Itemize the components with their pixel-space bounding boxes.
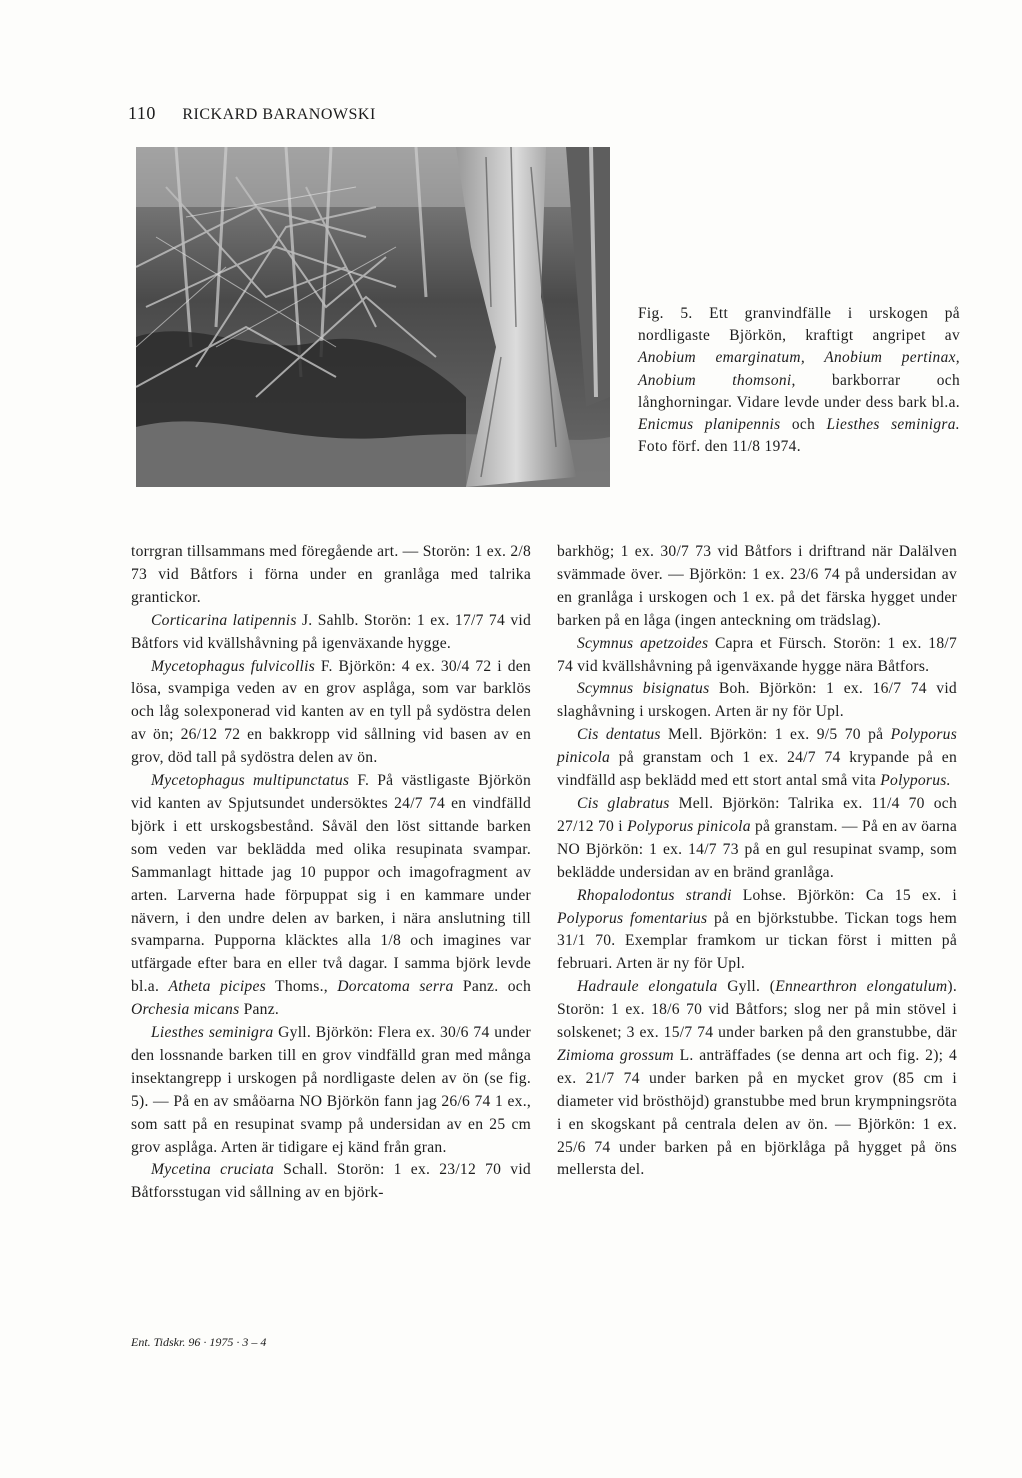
paragraph: [557, 541, 957, 633]
paragraph-text-run: L. anträffades (se denna art och fig. 2); 4 ex. 21/7 74 under barken på en mycket grov (85 cm i diameter vid brösthöjd) granstubbe med brun krympningsröta i en skogskant på centrala delen av ön. — Björkön: 1 ex. 25/6 74 under barken på en björklåga på hygget på öns mellersta del.: [557, 1046, 957, 1179]
right-text-column: [557, 541, 957, 1182]
caption-text-run: och: [780, 416, 827, 434]
paragraph-text-run: Gyll. (: [717, 978, 776, 996]
journal-footer: Ent. Tidskr. 96 · 1975 · 3 – 4: [131, 1335, 267, 1349]
paragraph: [131, 656, 531, 771]
paragraph-text-run: Hadraule elongatula: [577, 978, 718, 996]
paragraph-text-run: Scymnus apetzoides: [577, 634, 709, 652]
paragraph-text-run: Lohse. Björkön: Ca 15 ex. i: [731, 886, 957, 904]
caption-text-run: Foto förf. den 11/8 1974.: [638, 438, 801, 456]
paragraph-text-run: torrgran tillsammans med föregående art. — Storön: 1 ex. 2/8 73 vid Båtfors i förna under en granlåga med talrika grantickor.: [131, 543, 531, 606]
paragraph-text-run: Scymnus bisignatus: [577, 680, 710, 698]
caption-text-run: Enicmus planipennis: [638, 416, 781, 434]
paragraph: [131, 541, 531, 610]
paragraph-text-run: på en björkstubbe. Tickan togs hem 31/1 70. Exemplar framkom ur tickan först i mitten på februari. Arten är ny för Upl.: [557, 909, 957, 973]
caption-text-run: barkborrar och långhorningar. Vidare levde under dess bark bl.a.: [638, 371, 960, 411]
caption-text-run: Anobium emarginatum, Anobium pertinax, Anobium thomsoni,: [638, 349, 960, 389]
forest-windfall-photo: [136, 147, 610, 487]
author-name: RICKARD BARANOWSKI: [182, 106, 376, 123]
paragraph-text-run: Mell. Björkön: Talrika ex. 11/4 70 och 27/12 70 i: [557, 794, 957, 835]
paragraph-text-run: Mycetina cruciata: [151, 1161, 275, 1179]
paragraph-text-run: Schall. Storön: 1 ex. 23/12 70 vid Båtforsstugan vid sållning av en björk-: [131, 1161, 531, 1202]
paragraph-text-run: Panz. och: [453, 978, 531, 996]
paragraph-text-run: J. Sahlb. Storön: 1 ex. 17/7 74 vid Båtfors vid kvällshåvning på igenväxande hygge.: [131, 611, 531, 652]
paragraph-text-run: Polyporus pinicola: [627, 817, 751, 835]
page-number: 110: [128, 103, 156, 123]
paragraph-text-run: Mycetophagus multipunctatus: [151, 772, 350, 790]
paragraph-text-run: Rhopalodontus strandi: [577, 886, 732, 904]
paragraph-text-run: ). Storön: 1 ex. 18/6 70 vid Båtfors; slog ner på min stövel i solskenet; 3 ex. 15/7 74 under barken på den granstubbe, där: [557, 978, 957, 1042]
running-header: [128, 103, 376, 124]
paragraph: [131, 1159, 531, 1205]
paragraph-text-run: barkhög; 1 ex. 30/7 73 vid Båtfors i driftrand när Dalälven svämmade över. — Björkön: 1 ex. 23/6 74 på undersidan av en granlåga i urskogen och 1 ex. på det färska hygget under barken på en låga (ingen anteckning om trädslag).: [557, 543, 957, 629]
paragraph-text-run: Corticarina latipennis: [151, 611, 297, 629]
paragraph-text-run: Panz.: [239, 1001, 280, 1019]
paragraph-text-run: Capra et Fürsch. Storön: 1 ex. 18/7 74 vid kvällshåvning på igenväxande hygge nära Båtfors.: [557, 634, 957, 675]
paragraph-text-run: Ennearthron elongatulum: [775, 978, 948, 996]
paragraph-text-run: på granstam. — På en av öarna NO Björkön: 1 ex. 14/7 73 på en gul resupinat svamp, som beklädde undersidan av en bränd granlåga.: [557, 817, 957, 881]
paragraph-text-run: F. Björkön: 4 ex. 30/4 72 i den lösa, svampiga veden av en grov asplåga, som var barklös och låg solexponerad vid kanten av en tyll på sydöstra delen av ön; 26/12 72 en bakkropp vid sållning vid basen av en grov, död tall på sydöstra delen av ön.: [131, 657, 531, 767]
paragraph-text-run: Zimioma grossum: [557, 1046, 674, 1064]
paragraph: [557, 793, 957, 885]
caption-text-run: Liesthes seminigra.: [826, 416, 961, 434]
paragraph: [557, 724, 957, 793]
left-text-column: [131, 541, 531, 1205]
paragraph-text-run: Cis dentatus: [577, 726, 661, 744]
paragraph-text-run: Dorcatoma serra: [337, 978, 454, 996]
paragraph-text-run: Mell. Björkön: 1 ex. 9/5 70 på: [660, 726, 891, 744]
paragraph-text-run: Gyll. Björkön: Flera ex. 30/6 74 under den lossnande barken till en grov vindfälld gran med många insektangrepp i urskogen på nordligaste delen av ön (se fig. 5). — På en av småöarna NO Björkön fann jag 26/6 74 1 ex., som satt på en resupinat svamp på undersidan av en 25 cm grov asplåga. Arten är tidigare ej känd från gran.: [131, 1024, 531, 1156]
paragraph: [557, 976, 957, 1182]
paragraph: [557, 885, 957, 977]
paragraph-text-run: Liesthes seminigra: [151, 1024, 274, 1042]
paragraph: [557, 678, 957, 724]
paragraph-text-run: Polyporus.: [880, 772, 951, 790]
paragraph-text-run: Mycetophagus fulvicollis: [151, 657, 316, 675]
paragraph-text-run: Polyporus pinicola: [557, 726, 958, 767]
paragraph-text-run: Polyporus fomentarius: [557, 909, 708, 927]
paragraph-text-run: F. På västligaste Björkön vid kanten av Spjutsundet undersöktes 24/7 74 en vindfälld björk i ett urskogsbestånd. Såväl den löst sittande barken som veden var beklädda med olika resupinata svampar. Sammanlagt hittade jag 10 puppor och imagofragment av arten. Larverna hade förpuppat sig i en kammare under nävern, i den undre delen av barken, i nära anslutning till svamparna. Pupporna kläcktes alla 1/8 och imagines var utfärgade efter bara en eller två dagar. I samma björk levde bl.a.: [131, 772, 531, 996]
paragraph-text-run: på granstam och 1 ex. 24/7 74 krypande på en vindfälld asp beklädd med ett stort antal små vita: [557, 749, 957, 790]
figure-caption: [638, 303, 960, 458]
paragraph-text-run: Boh. Björkön: 1 ex. 16/7 74 vid slaghåvning i urskogen. Arten är ny för Upl.: [557, 680, 957, 721]
paragraph-text-run: Orchesia micans: [131, 1001, 240, 1019]
paragraph-text-run: Atheta picipes: [168, 978, 266, 996]
paragraph: [131, 1022, 531, 1159]
paragraph-text-run: Cis glabratus: [577, 794, 670, 812]
caption-text-run: Fig. 5. Ett granvindfälle i urskogen på nordligaste Björkön, kraftigt angripet av: [638, 305, 960, 345]
paragraph: [131, 770, 531, 1022]
paragraph-text-run: Thoms.,: [265, 978, 338, 996]
paragraph: [131, 610, 531, 656]
paragraph: [557, 633, 957, 679]
